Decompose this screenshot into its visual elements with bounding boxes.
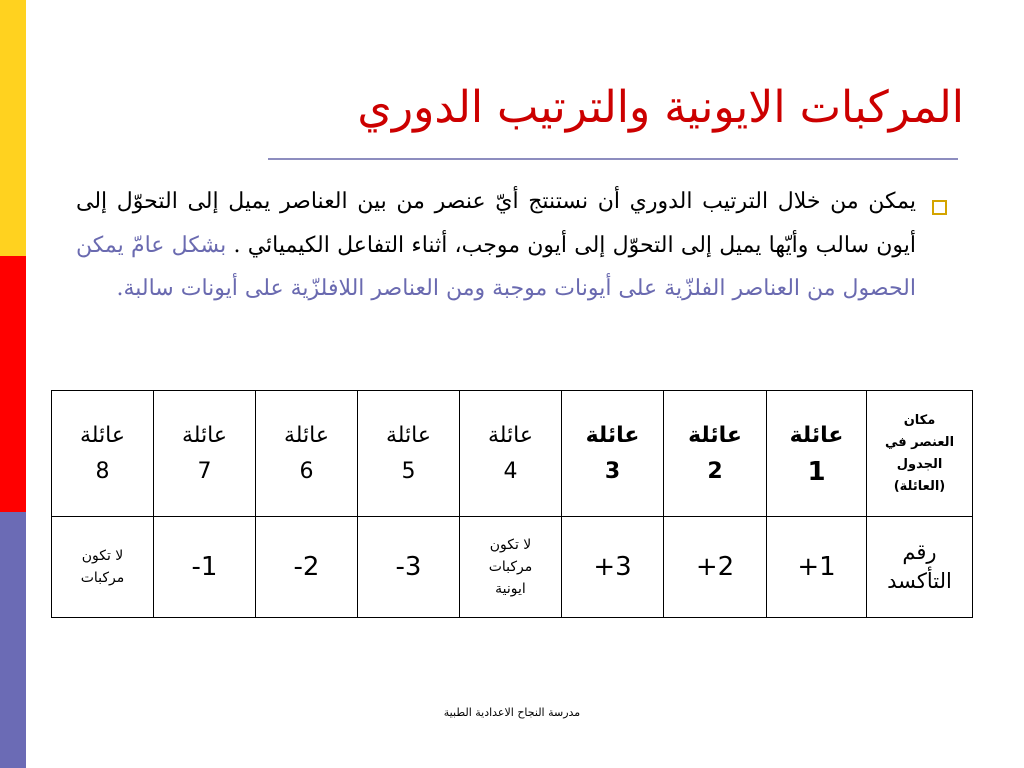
table-row-oxidation (52, 517, 973, 618)
family-cell-1: عائلة 1 (767, 391, 867, 517)
oxidation-cell-3: +3 (562, 517, 664, 618)
family-cell-6: عائلة 6 (256, 391, 358, 517)
oxidation-cell-4: لا تكون مركبات ايونية (460, 517, 562, 618)
oxidation-cell-6: -2 (256, 517, 358, 618)
accent-bar-red (0, 256, 26, 512)
family-cell-5: عائلة 5 (358, 391, 460, 517)
table-row-family (52, 391, 973, 517)
oxidation-cell-7: -1 (154, 517, 256, 618)
family-cell-3: عائلة 3 (562, 391, 664, 517)
oxidation-cell-5: -3 (358, 517, 460, 618)
bullet-main-text: يمكن من خلال الترتيب الدوري أن نستنتج أيّ عنصر من بين العناصر يميل إلى التحوّل إلى أيون سالب وأيّها يميل إلى التحوّل إلى أيون موجب، أثناء التفاعل الكيميائي . (76, 189, 917, 258)
accent-bar-blue (0, 512, 26, 768)
accent-bar-yellow (0, 0, 26, 256)
title-divider (268, 158, 958, 160)
oxidation-cell-1: +1 (767, 517, 867, 618)
family-cell-4: عائلة 4 (460, 391, 562, 517)
row-label-family-position: مكان العنصر في الجدول (العائلة) (867, 391, 973, 517)
row-label-oxidation-number: رقم التأكسد (867, 517, 973, 618)
oxidation-cell-8: لا تكون مركبات (52, 517, 154, 618)
ion-table (51, 390, 973, 618)
footer-text: مدرسة النجاح الاعدادية الطبية (443, 706, 581, 719)
bullet-paragraph (76, 180, 916, 311)
family-cell-7: عائلة 7 (154, 391, 256, 517)
bullet-highlight-text: بشكل عامّ يمكن الحصول من العناصر الفلزّية على أيونات موجبة ومن العناصر اللافلزّية على أيونات سالبة. (76, 232, 916, 301)
oxidation-cell-2: +2 (664, 517, 767, 618)
family-cell-8: عائلة 8 (52, 391, 154, 517)
hollow-square-bullet-icon (932, 200, 947, 215)
slide-title: المركبات الايونية والترتيب الدوري (357, 82, 964, 133)
family-cell-2: عائلة 2 (664, 391, 767, 517)
